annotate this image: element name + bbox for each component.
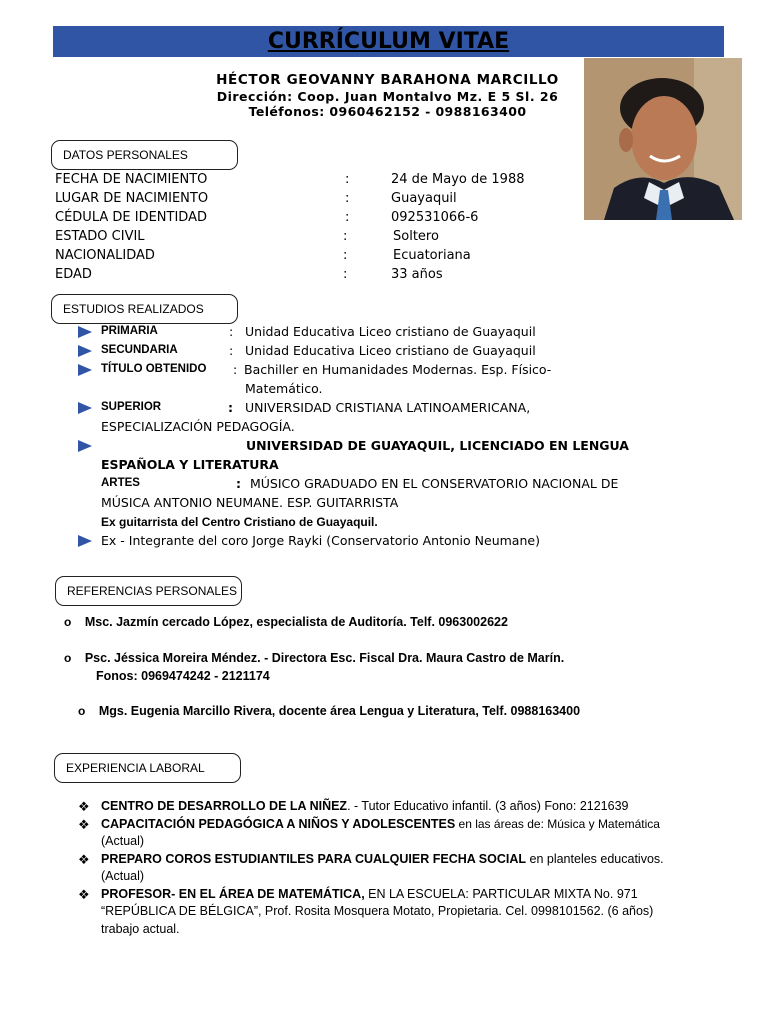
colon: : (236, 476, 241, 491)
primaria-label: PRIMARIA (101, 325, 158, 337)
section-heading-referencias (55, 576, 242, 606)
row-label: ESTADO CIVIL (55, 229, 145, 244)
row-value: 33 años (391, 267, 443, 282)
list-item (78, 324, 718, 343)
data-row (55, 248, 555, 267)
circle-bullet-icon: o (64, 651, 72, 665)
title-banner (53, 26, 724, 57)
list-item-continuation (78, 495, 718, 514)
section-heading-label: EXPERIENCIA LABORAL (66, 761, 205, 775)
row-sep: : (345, 172, 350, 187)
list-item (78, 343, 718, 362)
list-item (78, 362, 718, 381)
diamond-bullet-icon: ❖ (78, 816, 90, 832)
row-value: 24 de Mayo de 1988 (391, 172, 525, 187)
exp-detail: en planteles educativos. (526, 851, 664, 866)
arrow-bullet-icon (78, 440, 92, 452)
exp-title: CAPACITACIÓN PEDAGÓGICA A NIÑOS Y ADOLESCENTES (101, 816, 456, 831)
reference-item (78, 704, 580, 718)
arrow-bullet-icon (78, 345, 92, 357)
titulo-label: TÍTULO OBTENIDO (101, 363, 207, 375)
exp-detail-cont: (Actual) (101, 834, 145, 848)
ug-line-2: ESPAÑOLA Y LITERATURA (101, 457, 279, 472)
row-sep: : (343, 267, 348, 282)
row-sep: : (345, 191, 350, 206)
experiencia-list (78, 798, 718, 938)
data-row (55, 172, 555, 191)
address: Dirección: Coop. Juan Montalvo Mz. E 5 Sl. 26 (216, 89, 559, 104)
secundaria-label: SECUNDARIA (101, 344, 178, 356)
data-row (55, 229, 555, 248)
reference-item (64, 615, 508, 629)
artes-label: ARTES (101, 477, 140, 489)
list-item (78, 476, 718, 495)
data-row (55, 191, 555, 210)
exp-title: PROFESOR- EN EL ÁREA DE MATEMÁTICA, (101, 886, 365, 901)
person-name: HÉCTOR GEOVANNY BARAHONA MARCILLO (216, 72, 559, 88)
row-sep: : (345, 210, 350, 225)
primaria-value: Unidad Educativa Liceo cristiano de Guayaquil (245, 324, 536, 339)
row-label: LUGAR DE NACIMIENTO (55, 191, 209, 206)
exp-detail: en las áreas de: Música y Matemática (455, 816, 660, 831)
section-heading-label: DATOS PERSONALES (63, 148, 188, 162)
row-sep: : (343, 229, 348, 244)
section-heading-datos-personales (51, 140, 238, 170)
datos-personales-table (55, 172, 555, 286)
colon: : (233, 362, 238, 377)
reference-item (64, 651, 564, 665)
list-item-continuation (78, 419, 718, 438)
data-row (55, 267, 555, 286)
arrow-bullet-icon (78, 402, 92, 414)
phones: Teléfonos: 0960462152 - 0988163400 (248, 104, 527, 119)
diamond-bullet-icon: ❖ (78, 851, 90, 867)
diamond-bullet-icon: ❖ (78, 799, 90, 814)
ug-line: UNIVERSIDAD DE GUAYAQUIL, LICENCIADO EN LENGUA (246, 438, 629, 453)
row-value: Soltero (393, 229, 439, 244)
profile-photo (584, 58, 742, 220)
list-item (78, 851, 718, 886)
exp-detail-cont: (Actual) (101, 869, 145, 883)
superior-value: UNIVERSIDAD CRISTIANA LATINOAMERICANA, (245, 400, 531, 415)
reference-text: Mgs. Eugenia Marcillo Rivera, docente área Lengua y Literatura, Telf. 0988163400 (98, 704, 581, 718)
row-label: NACIONALIDAD (55, 248, 155, 263)
list-item (78, 798, 718, 816)
section-heading-experiencia (54, 753, 241, 783)
artes-value: MÚSICO GRADUADO EN EL CONSERVATORIO NACIONAL DE (250, 476, 619, 491)
section-heading-label: ESTUDIOS REALIZADOS (63, 302, 204, 316)
reference-phones: Fonos: 0969474242 - 2121174 (96, 669, 270, 683)
circle-bullet-icon: o (64, 615, 72, 629)
row-label: CÉDULA DE IDENTIDAD (55, 210, 207, 225)
arrow-bullet-icon (78, 326, 92, 338)
list-item (78, 533, 718, 552)
reference-text: Msc. Jazmín cercado López, especialista de Auditoría. Telf. 0963002622 (84, 615, 508, 629)
superior-label: SUPERIOR (101, 401, 162, 413)
row-value: Guayaquil (391, 191, 457, 206)
exp-title: CENTRO DE DESARROLLO DE LA NIÑEZ (101, 799, 348, 813)
section-heading-estudios (51, 294, 238, 324)
ex-coro: Ex - Integrante del coro Jorge Rayki (Conservatorio Antonio Neumane) (101, 533, 540, 548)
list-item (78, 514, 718, 533)
ex-guitarrista: Ex guitarrista del Centro Cristiano de Guayaquil. (101, 515, 378, 529)
page-title: CURRÍCULUM VITAE (267, 29, 510, 54)
list-item-continuation (78, 381, 718, 400)
row-value: Ecuatoriana (393, 248, 471, 263)
exp-detail-cont: “REPÚBLICA DE BÉLGICA”, Prof. Rosita Mosquera Motato, Propietaria. Cel. 0998101562. (6 años) (101, 904, 654, 918)
section-heading-label: REFERENCIAS PERSONALES (67, 584, 238, 598)
data-row (55, 210, 555, 229)
estudios-list (78, 324, 718, 552)
exp-detail: EN LA ESCUELA: PARTICULAR MIXTA No. 971 (364, 886, 638, 901)
diamond-bullet-icon: ❖ (78, 886, 90, 902)
circle-bullet-icon: o (78, 704, 86, 718)
secundaria-value: Unidad Educativa Liceo cristiano de Guayaquil (245, 343, 536, 358)
titulo-value: Bachiller en Humanidades Modernas. Esp. Físico- (244, 362, 552, 377)
titulo-value-cont: Matemático. (245, 381, 323, 396)
exp-detail: . - Tutor Educativo infantil. (3 años) Fono: 2121639 (347, 799, 629, 813)
arrow-bullet-icon (78, 364, 92, 376)
exp-title: PREPARO COROS ESTUDIANTILES PARA CUALQUIER FECHA SOCIAL (101, 851, 527, 866)
list-item (78, 886, 718, 939)
list-item (78, 816, 718, 851)
colon: : (228, 400, 233, 415)
list-item (78, 438, 718, 457)
colon: : (229, 324, 234, 339)
exp-detail-cont: trabajo actual. (101, 921, 180, 936)
row-sep: : (343, 248, 348, 263)
list-item (78, 400, 718, 419)
artes-value-cont: MÚSICA ANTONIO NEUMANE. ESP. GUITARRISTA (101, 495, 399, 510)
row-label: EDAD (55, 267, 92, 282)
especializacion: ESPECIALIZACIÓN PEDAGOGÍA. (101, 419, 295, 434)
row-label: FECHA DE NACIMIENTO (55, 172, 208, 187)
arrow-bullet-icon (78, 535, 92, 547)
list-item-continuation (78, 457, 718, 476)
reference-text: Psc. Jéssica Moreira Méndez. - Directora Esc. Fiscal Dra. Maura Castro de Marín. (84, 651, 565, 665)
row-value: 092531066-6 (391, 210, 479, 225)
colon: : (229, 343, 234, 358)
